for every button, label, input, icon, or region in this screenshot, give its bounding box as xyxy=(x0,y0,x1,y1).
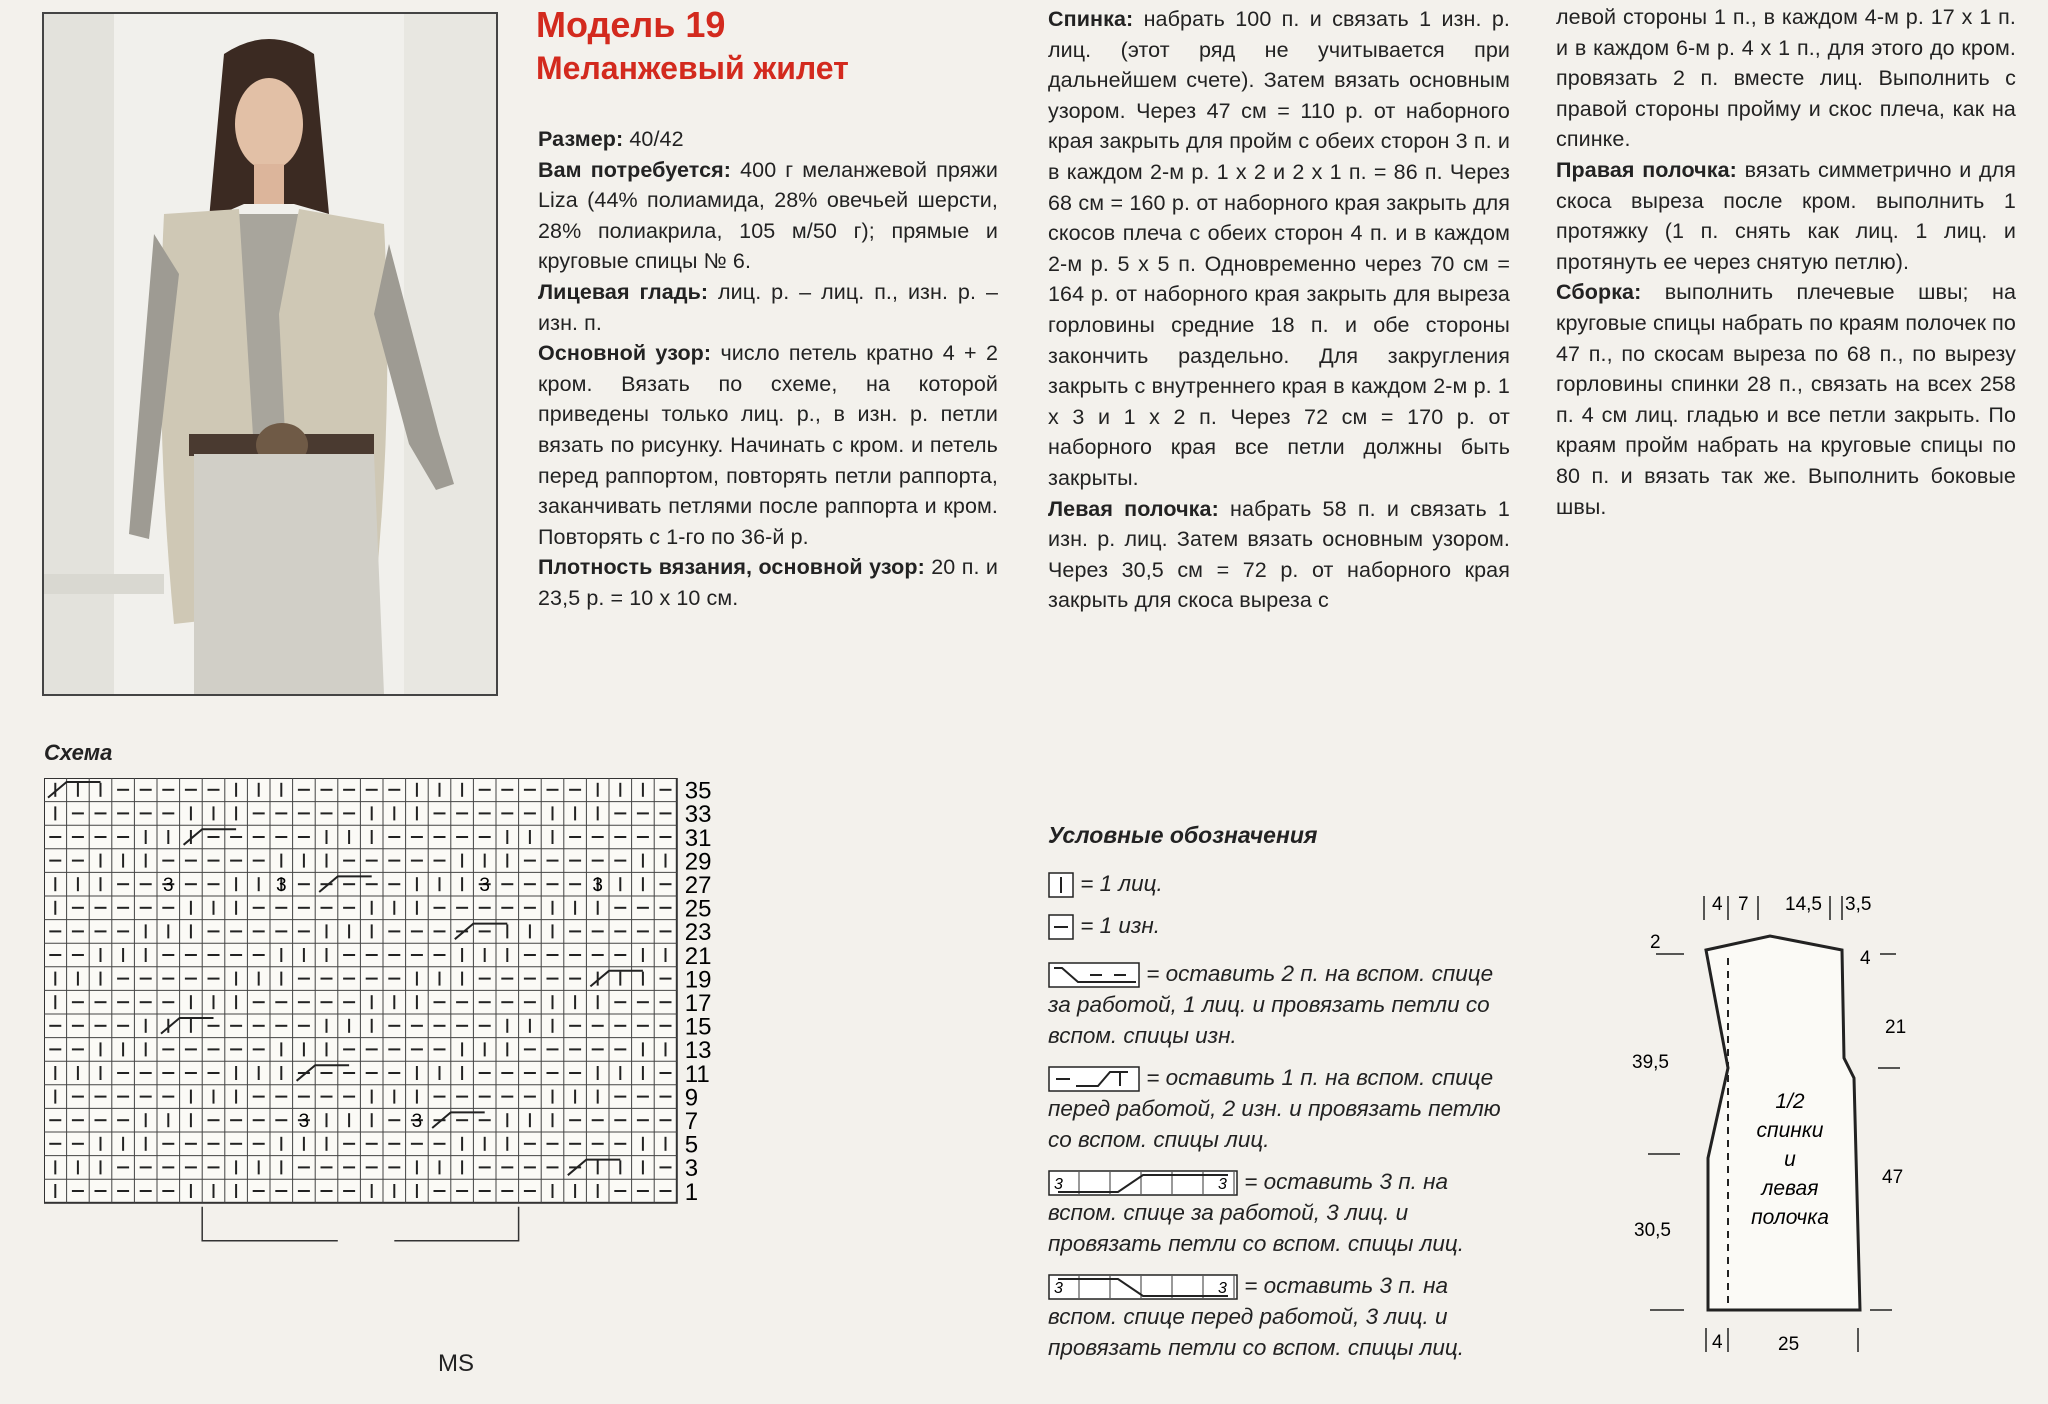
paragraph-text: вязать симметрично и для скоса выреза после кром. выполнить 1 протяжку (1 п. снять как лиц. 1 лиц. и протянуть ее через снятую петлю). xyxy=(1556,157,2017,274)
dimension-label: 39,5 xyxy=(1632,1052,1669,1073)
paragraph-text: набрать 58 п. и связать 1 изн. р. лиц. Затем вязать основным узором. Через 30,5 см = 72 р. от наборного края закрыть для скоса выреза с xyxy=(1048,496,1510,613)
dimension-label: 30,5 xyxy=(1634,1220,1671,1241)
dimension-label: 47 xyxy=(1882,1167,1904,1188)
legend-text: = оставить 3 п. на вспом. спице за работой, 3 лиц. и провязать петли со вспом. спицы лиц. xyxy=(1048,1169,1465,1256)
pattern-label: полочка xyxy=(1751,1206,1829,1229)
legend-item xyxy=(1048,958,1518,1051)
paragraph-lead: Основной узор: xyxy=(538,341,712,366)
legend-item xyxy=(1048,910,1518,941)
cable-3-front-icon xyxy=(1048,1274,1238,1300)
paragraph-lead: Лицевая гладь: xyxy=(538,279,709,304)
paragraph-text: левой стороны 1 п., в каждом 4-м р. 17 х 1 п. и в каждом 6-м р. 4 х 1 п., для этого до кром. провязать 2 п. вместе лиц. Выполнить с правой стороны пройму и скос плеча, как на спинке. xyxy=(1556,5,2016,152)
row-number: 5 xyxy=(684,1131,699,1159)
paragraph xyxy=(1556,2,2016,155)
svg-text:3: 3 xyxy=(1054,1280,1063,1298)
dimension-label: 2 xyxy=(1650,932,1661,953)
row-number: 19 xyxy=(684,966,712,994)
pattern-label: и xyxy=(1784,1148,1796,1171)
ms-bracket xyxy=(202,1207,518,1241)
legend-item xyxy=(1048,868,1518,899)
paragraph xyxy=(538,338,998,552)
row-number: 1 xyxy=(684,1178,699,1206)
cable-3-back-icon xyxy=(1048,1170,1238,1196)
paragraph-text: число петель кратно 4 + 2 кром. Вязать по схеме, на которой приведены только лиц. р., в изн. р. петли вязать по рисунку. Начинать с кром. и петель перед раппортом, повторять петли раппорта, заканчивать петлями после раппорта и кром. Повторять с 1-го по 36-й р. xyxy=(538,341,999,549)
svg-text:3: 3 xyxy=(1218,1280,1227,1298)
paragraph-lead: Спинка: xyxy=(1048,7,1134,31)
cable-count-label: 3 xyxy=(479,875,490,896)
cable-count-label: 3 xyxy=(298,1111,310,1132)
pattern-label: левая xyxy=(1761,1177,1819,1200)
paragraph xyxy=(538,277,998,338)
dimension-label: 7 xyxy=(1738,894,1749,915)
row-number: 35 xyxy=(684,778,712,805)
paragraph xyxy=(538,155,998,277)
text-column-2 xyxy=(1048,4,1510,616)
legend-text: = 1 изн. xyxy=(1074,913,1161,938)
row-number: 31 xyxy=(684,824,712,852)
pattern-label: 1/2 xyxy=(1775,1090,1805,1113)
cross-2-back-icon xyxy=(1048,962,1140,988)
row-number: 3 xyxy=(684,1155,699,1183)
row-number: 15 xyxy=(684,1013,712,1041)
legend-item xyxy=(1048,1062,1518,1155)
paragraph-text: 40/42 xyxy=(623,127,684,151)
pattern-label: спинки xyxy=(1756,1119,1824,1142)
dimension-label: 4 xyxy=(1860,948,1871,969)
paragraph xyxy=(538,124,998,155)
cable-count-label: 3 xyxy=(163,875,174,896)
legend-item xyxy=(1048,1270,1518,1363)
paragraph-lead: Плотность вязания, основной узор: xyxy=(538,555,925,580)
row-number: 17 xyxy=(684,990,712,1017)
paragraph xyxy=(538,552,998,613)
paragraph-lead: Правая полочка: xyxy=(1556,157,1737,182)
cable-count-label: 3 xyxy=(276,875,287,896)
paragraph-text: 400 г меланжевой пряжи Liza (44% полиамида, 28% овечьей шерсти, 28% полиакрила, 105 м/50 г); прямые и круговые спицы № 6. xyxy=(538,157,999,274)
knitting-chart xyxy=(44,778,964,1338)
model-photo xyxy=(42,12,498,696)
dimension-label: 14,5 xyxy=(1785,894,1822,915)
cross-1-front-icon xyxy=(1048,1066,1140,1092)
row-number: 11 xyxy=(684,1060,710,1088)
row-number: 33 xyxy=(684,801,712,829)
row-number: 25 xyxy=(684,895,712,923)
paragraph-lead: Сборка: xyxy=(1556,280,1642,305)
dimension-label: 25 xyxy=(1778,1334,1800,1355)
dimension-label: 4 xyxy=(1712,894,1723,915)
paragraph xyxy=(1556,155,2016,277)
legend-text: = оставить 2 п. на вспом. спице за работой, 1 лиц. и провязать петли со вспом. спицы изн. xyxy=(1048,961,1494,1048)
model-number: Модель 19 xyxy=(536,4,726,45)
text-column-3 xyxy=(1556,2,2016,522)
paragraph-text: 20 п. и 23,5 р. = 10 х 10 см. xyxy=(538,555,998,610)
schema-label: Схема xyxy=(44,740,113,765)
row-number: 13 xyxy=(684,1037,712,1065)
paragraph-text: выполнить плечевые швы; на круговые спицы набрать по краям полочек по 47 п., по скосам выреза по 68 п., по вырезу горловины спинки 28 п., связать на всех 258 п. 4 см лиц. гладью и все петли закрыть. По краям пройм набрать на круговые спицы по 80 п. и вязать так же. Выполнить боковые швы. xyxy=(1556,280,2016,519)
cable-count-label: 3 xyxy=(592,875,603,896)
cable-count-label: 3 xyxy=(411,1111,423,1132)
row-number: 21 xyxy=(684,942,712,970)
svg-text:3: 3 xyxy=(1218,1176,1227,1194)
dimension-label: 21 xyxy=(1885,1017,1907,1038)
row-number: 23 xyxy=(684,919,712,947)
text-column-1 xyxy=(538,124,998,614)
model-title: Меланжевый жилет xyxy=(536,50,849,86)
row-number: 7 xyxy=(684,1108,699,1135)
dimension-label: 3,5 xyxy=(1845,894,1872,915)
paragraph-text: лиц. р. – лиц. п., изн. р. – изн. п. xyxy=(538,279,998,335)
legend-item xyxy=(1048,1166,1518,1259)
row-number: 29 xyxy=(684,848,712,876)
paragraph-lead: Левая полочка: xyxy=(1048,496,1219,521)
dimension-label: 4 xyxy=(1712,1332,1723,1353)
paragraph xyxy=(1556,277,2016,522)
garment-pattern-diagram xyxy=(1620,868,1940,1368)
row-number: 27 xyxy=(684,872,712,899)
purl-stitch-icon xyxy=(1048,914,1074,940)
legend-text: = оставить 3 п. на вспом. спице перед работой, 3 лиц. и провязать петли со вспом. спицы лиц. xyxy=(1048,1273,1465,1360)
paragraph-lead: Размер: xyxy=(538,127,624,151)
paragraph xyxy=(1048,494,1510,616)
svg-text:3: 3 xyxy=(1054,1176,1063,1194)
paragraph-lead: Вам потребуется: xyxy=(538,157,732,182)
row-number: 9 xyxy=(684,1084,699,1112)
legend-text: = оставить 1 п. на вспом. спице перед работой, 2 изн. и провязать петлю со вспом. спицы лиц. xyxy=(1048,1065,1501,1152)
paragraph-text: набрать 100 п. и связать 1 изн. р. лиц. (этот ряд не учитывается при дальнейшем счете). Затем вязать основным узором. Через 47 см = 110 р. от наборного края закрыть для пройм с обеих сторон 3 п. и в каждом 2-м р. 1 х 2 и 2 х 1 п. = 86 п. Через 68 см = 160 р. от наборного края закрыть для скосов плеча с обеих сторон 4 п. и в каждом 2-м р. 5 х 5 п. Одновременно через 70 см = 164 р. от наборного края закрыть для выреза горловины средние 18 п. и обе стороны закончить раздельно. Для закругления закрыть с внутреннего края в каждом 2-м р. 1 х 3 и 1 х 2 п. Через 72 см = 170 р. от наборного края все петли должны быть закрыты. xyxy=(1048,7,1510,490)
ms-label: MS xyxy=(438,1350,474,1377)
legend-text: = 1 лиц. xyxy=(1074,871,1163,896)
paragraph xyxy=(1048,4,1510,494)
legend-title: Условные обозначения xyxy=(1048,822,1318,848)
knit-stitch-icon xyxy=(1048,872,1074,898)
